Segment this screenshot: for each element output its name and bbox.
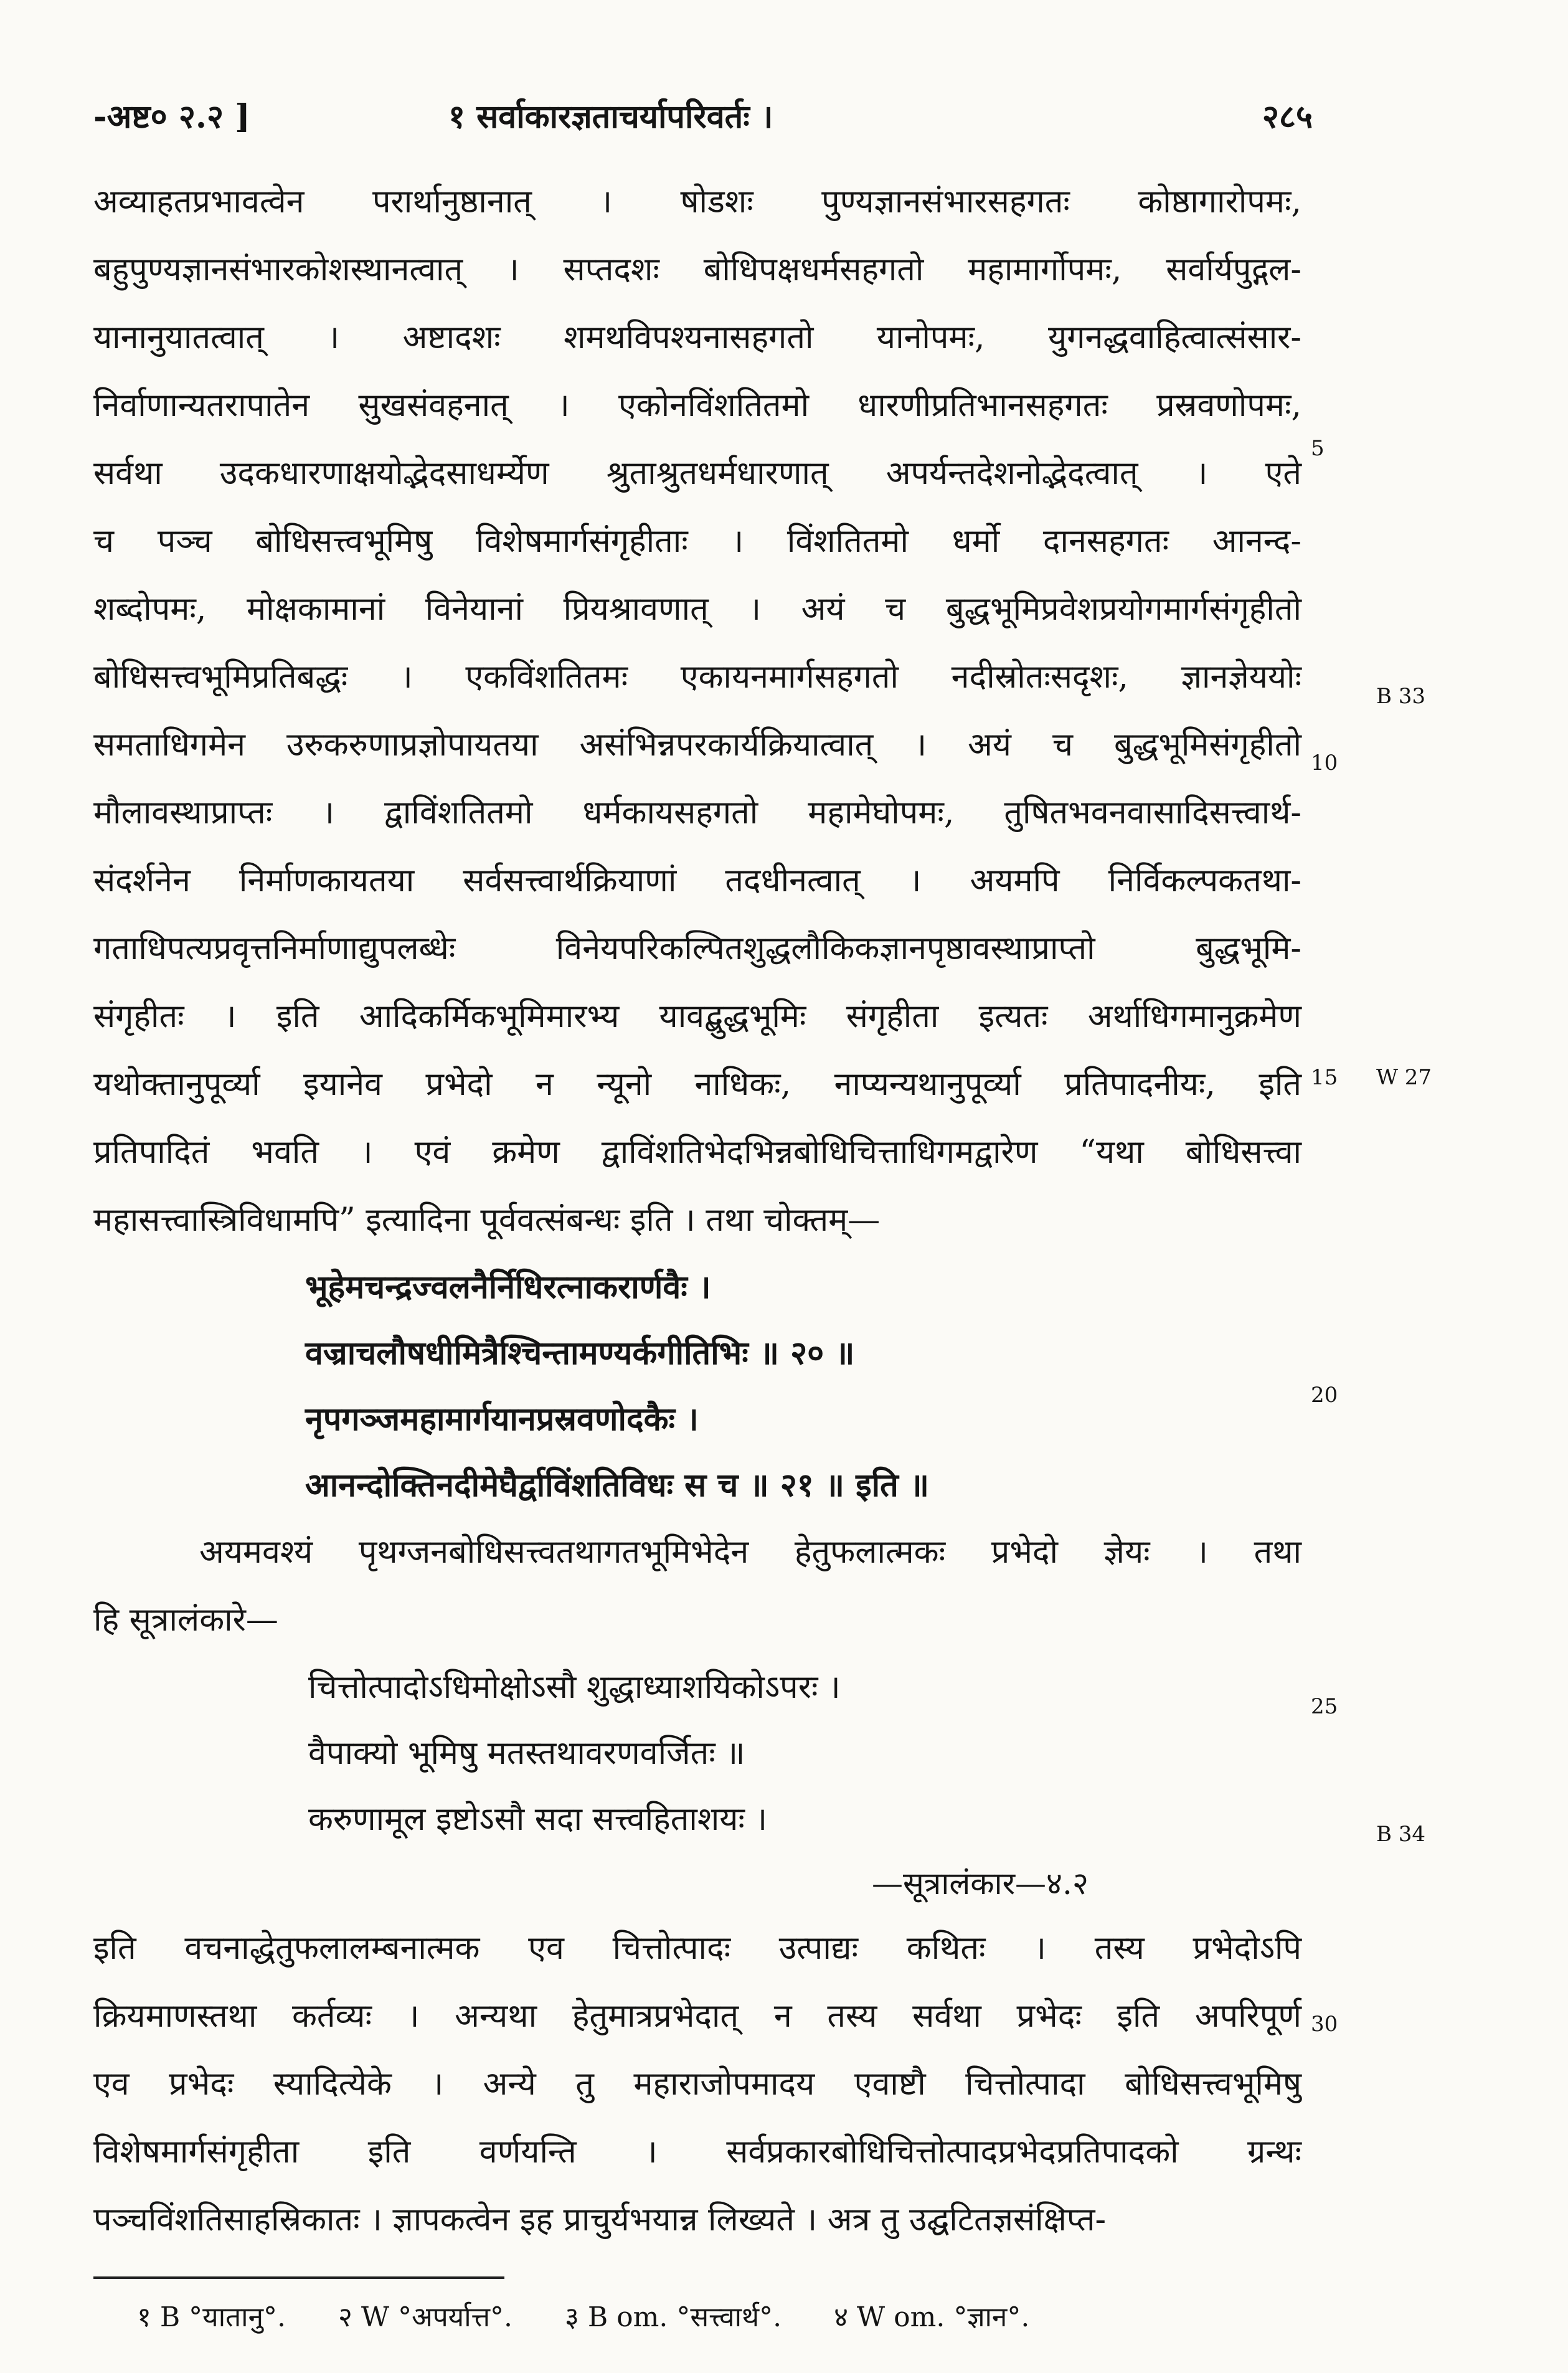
line-number: 25 [1311,1694,1338,1719]
line-number: 20 [1311,1383,1338,1408]
text-line: मौलावस्थाप्राप्तः । द्वाविंशतितमो धर्मकायसहगतो महामेघोपमः, तुषितभवनवासादिसत्त्वार्थ- [93,794,1301,831]
text-line: अव्याहतप्रभावत्वेन परार्थानुष्ठानात् । षोडशः पुण्यज्ञानसंभारसहगतः कोष्ठागारोपमः, [93,183,1301,220]
running-header [93,87,1313,143]
footnote: ४ W om. °ज्ञान°. [834,2301,1030,2333]
line-number: 10 [1311,751,1338,775]
source-citation: —सूत्रालंकार—४.२ [872,1865,1089,1902]
text-line: निर्वाणान्यतरापातेन सुखसंवहनात् । एकोनविंशतितमो धारणीप्रतिभानसहगतः प्रस्रवणोपमः, [93,387,1301,424]
text-line: बहुपुण्यज्ञानसंभारकोशस्थानत्वात् । सप्तदशः बोधिपक्षधर्मसहगतो महामार्गोपमः, सर्वार्यपुद्गल- [93,251,1301,288]
text-line: संगृहीतः । इति आदिकर्मिकभूमिमारभ्य यावद्बुद्धभूमिः संगृहीता इत्यतः अर्थाधिगमानुक्रमेण [93,998,1301,1035]
header-chapter-ref: -अष्ट० २.२ ] [93,98,250,136]
verse-line: चित्तोत्पादोऽधिमोक्षोऽसौ शुद्धाध्याशयिकोऽपरः । [308,1669,841,1706]
line-number: 5 [1311,436,1325,461]
text-line: शब्दोपमः, मोक्षकामानां विनेयानां प्रियश्रावणात् । अयं च बुद्धभूमिप्रवेशप्रयोगमार्गसंगृहीतो [93,590,1301,628]
footnotes [137,2297,1073,2334]
verse-line: वैपाक्यो भूमिषु मतस्तथावरणवर्जितः ॥ [308,1735,745,1772]
text-line: इति वचनाद्धेतुफलालम्बनात्मक एव चित्तोत्पादः उत्पाद्यः कथितः । तस्य प्रभेदोऽपि [93,1930,1301,1967]
text-line: एव प्रभेदः स्यादित्येके । अन्ये तु महाराजोपमादय एवाष्टौ चित्तोत्पादा बोधिसत्त्वभूमिषु [93,2065,1301,2103]
text-line: समताधिगमेन उरुकरुणाप्रज्ञोपायतया असंभिन्नपरकार्यक्रियात्वात् । अयं च बुद्धभूमिसंगृहीतो [93,726,1301,764]
verse-line: आनन्दोक्तिनदीमेघैर्द्वाविंशतिविधः स च ॥ २१ ॥ इति ॥ [305,1466,930,1504]
text-line: पञ्चविंशतिसाहस्रिकातः । ज्ञापकत्वेन इह प्राचुर्यभयान्न लिख्यते । अत्र तु उद्घटितज्ञसंक्षिप्त- [93,2201,1107,2238]
footnote: २ W °अपर्यात्त°. [338,2301,512,2333]
verse-line: भूहेमचन्द्रज्वलनैर्निधिरत्नाकरार्णवैः । [305,1268,711,1306]
text-line: गताधिपत्यप्रवृत्तनिर्माणाद्युपलब्धेः विनेयपरिकल्पितशुद्धलौकिकज्ञानपृष्ठावस्थाप्राप्तो बुद्धभूमि- [93,930,1301,967]
verse-line: करुणामूल इष्टोऽसौ सदा सत्त्वहिताशयः । [308,1801,768,1838]
text-line: हि सूत्रालंकारे— [93,1601,278,1639]
text-line: क्रियमाणस्तथा कर्तव्यः । अन्यथा हेतुमात्रप्रभेदात् न तस्य सर्वथा प्रभेदः इति अपरिपूर्ण [93,1997,1301,2035]
manuscript-sigla: W 27 [1376,1065,1432,1090]
text-line: अयमवश्यं पृथग्जनबोधिसत्त्वतथागतभूमिभेदेन हेतुफलात्मकः प्रभेदो ज्ञेयः । तथा [199,1533,1301,1571]
text-line: बोधिसत्त्वभूमिप्रतिबद्धः । एकविंशतितमः एकायनमार्गसहगतो नदीस्रोतःसदृशः, ज्ञानज्ञेययोः [93,658,1301,696]
manuscript-sigla: B 33 [1376,684,1426,709]
header-title: १ सर्वाकारज्ञताचर्यापरिवर्तः । [448,98,773,136]
text-line: च पञ्च बोधिसत्त्वभूमिषु विशेषमार्गसंगृहीताः । विंशतितमो धर्मो दानसहगतः आनन्द- [93,523,1301,560]
manuscript-sigla: B 34 [1376,1822,1426,1847]
line-number: 30 [1311,2012,1338,2037]
footnote: १ B °यातानु°. [137,2301,286,2333]
text-line: विशेषमार्गसंगृहीता इति वर्णयन्ति । सर्वप्रकारबोधिचित्तोत्पादप्रभेदप्रतिपादको ग्रन्थः [93,2133,1301,2171]
footnote-rule [93,2276,504,2279]
verse-line: नृपगञ्जमहामार्गयानप्रस्रवणोदकैः । [305,1400,699,1438]
text-line: यानानुयातत्वात् । अष्टादशः शमथविपश्यनासहगतो यानोपमः, युगनद्धवाहित्वात्संसार- [93,319,1301,356]
line-number: 15 [1311,1065,1338,1090]
text-line: संदर्शनेन निर्माणकायतया सर्वसत्त्वार्थक्रियाणां तदधीनत्वात् । अयमपि निर्विकल्पकतथा- [93,862,1301,899]
text-line: यथोक्तानुपूर्व्या इयानेव प्रभेदो न न्यूनो नाधिकः, नाप्यन्यथानुपूर्व्या प्रतिपादनीयः, इति [93,1066,1301,1103]
verse-line: वज्राचलौषधीमित्रैश्चिन्तामण्यर्कगीतिभिः ॥ २० ॥ [305,1334,855,1372]
text-line: सर्वथा उदकधारणाक्षयोद्भेदसाधर्म्येण श्रुताश्रुतधर्मधारणात् अपर्यन्तदेशनोद्भेदत्वात् । एते [93,455,1301,492]
footnote: ३ B om. °सत्त्वार्थ°. [565,2301,782,2333]
page-number: २८५ [1262,98,1313,136]
text-line: महासत्त्वास्त्रिविधामपि” इत्यादिना पूर्ववत्संबन्धः इति । तथा चोक्तम्— [93,1201,881,1239]
main-text [93,168,1301,2254]
text-line: प्रतिपादितं भवति । एवं क्रमेण द्वाविंशतिभेदभिन्नबोधिचित्ताधिगमद्वारेण “यथा बोधिसत्त्वा [93,1134,1301,1171]
